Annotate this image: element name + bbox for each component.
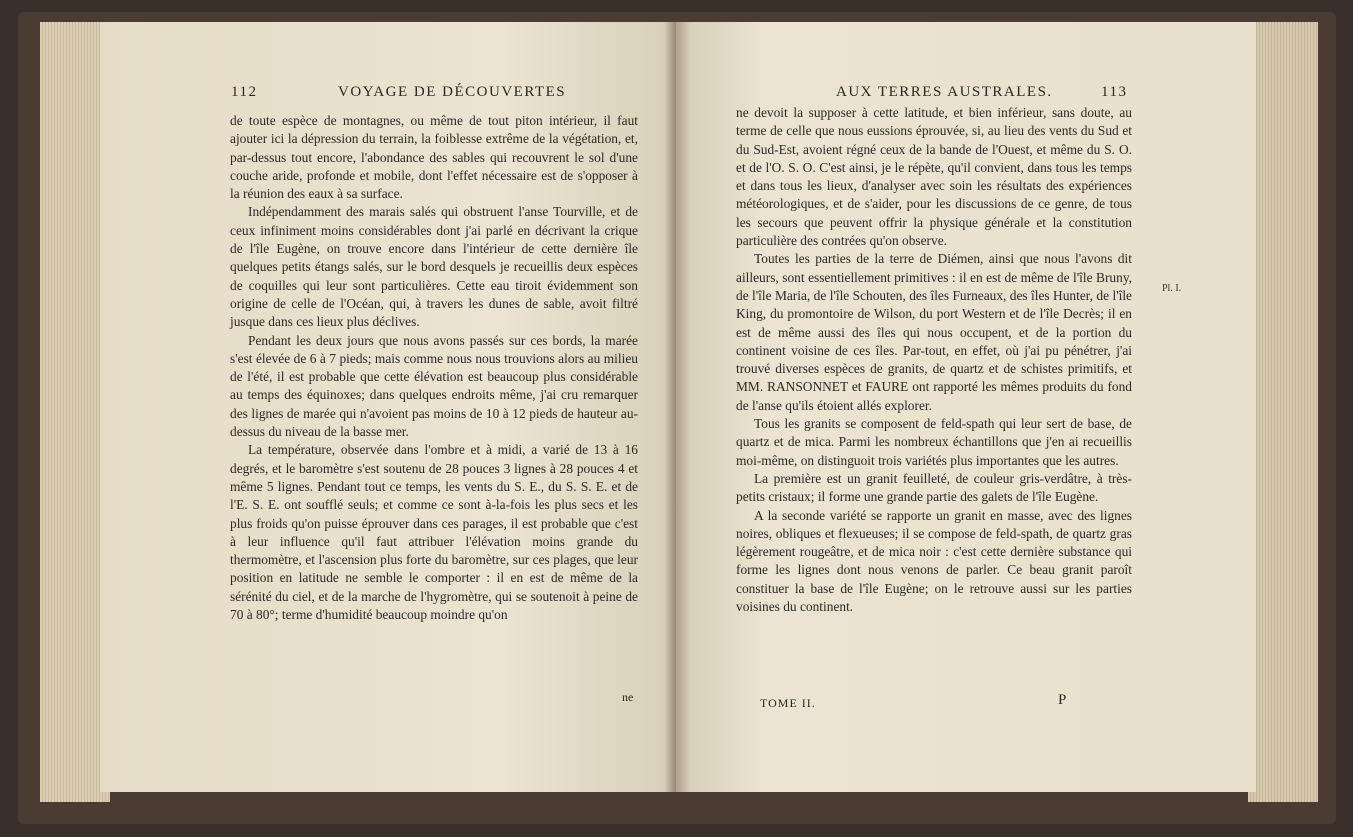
paragraph: de toute espèce de montagnes, ou même de tout piton intérieur, il faut ajouter ici la dépression du terrain, la foiblesse extrême de la végétation, et, par-dessus tout encore, l'abondance des sables qui recouvrent le sol d'une couche aride, profonde et mobile, dont l'effet nécessaire est de s'opposer à la réunion des eaux à sa surface. — [230, 113, 638, 202]
paragraph: Toutes les parties de la terre de Diémen, ainsi que nous l'avons dit ailleurs, sont essentiellement primitives : il en est de même de l'île Bruny, de l'île Maria, de l'île Schouten, des îles Furneaux, des îles Hunter, de l'île King, du promontoire de Wilson, du port Western et de l'île Decrès; il en est de même aussi des îles qui nous occupent, et de la portion du continent voisine de ces îles. Par-tout, en effet, où j'ai pu pénétrer, j'ai trouvé diverses espèces de granits, de quartz et de schistes primitifs, et MM. RANSONNET et FAURE ont rapporté les mêmes produits du fond de l'anse qu'ils étoient allés explorer. — [736, 251, 1132, 413]
paragraph: ne devoit la supposer à cette latitude, et bien inférieur, sans doute, au terme de celle que nous eussions éprouvée, si, au lieu des vents du Sud et du Sud-Est, avoient régné ceux de la bande de l'Ouest, et même du S. O. et de l'O. S. O. C'est ainsi, je le répète, qu'il convient, dans tous les temps et dans tous les lieux, d'analyser avec soin les résultats des expériences météorologiques, et de s'aider, pour les discussions de ce genre, de tous les secours que peuvent offrir la physique générale et la constitution particulière des contrées qu'on observe. — [736, 105, 1132, 249]
left-page-number: 112 — [231, 84, 258, 100]
signature-mark: P — [1058, 692, 1067, 708]
book-gutter-shadow — [664, 22, 690, 792]
tome-footer: TOME II. — [760, 696, 816, 710]
left-catchword: ne — [622, 690, 634, 704]
paragraph: La température, observée dans l'ombre et à midi, a varié de 13 à 16 degrés, et le baromètre s'est soutenu de 28 pouces 3 lignes à 28 pouces 4 et même 5 lignes. Pendant tout ce temps, les vents du S. E., du S. S. E. et de l'E. S. E. ont soufflé seuls; et comme ce sont à-la-fois les plus secs et les plus froids qu'on puisse éprouver dans ces parages, il est probable que c'est à leur influence qu'il faut attribuer l'élévation moins grande du thermomètre, et l'ascension plus forte du baromètre, sur ces plages, que leur position en latitude ne semble le comporter : il en est de même de la sérénité du ciel, et de la marche de l'hygromètre, qui se soutenoit à peine de 70 à 80°; terme d'humidité beaucoup moindre qu'on — [230, 442, 638, 623]
right-page-body — [736, 104, 1132, 616]
right-page-edges — [1248, 22, 1318, 802]
left-page-body — [230, 112, 638, 624]
paragraph: A la seconde variété se rapporte un granit en masse, avec des lignes noires, obliques et flexueuses; il se compose de feld-spath, de quartz gras légèrement rougeâtre, et de mica noir : c'est cette dernière substance qui forme les lignes dont nous venons de parler. Ce beau granit paroît constituer la base de l'île Eugène; on le retrouve aussi sur les parties voisines du continent. — [736, 507, 1132, 615]
paragraph: La première est un granit feuilleté, de couleur gris-verdâtre, à très-petits cristaux; il forme une grande partie des galets de l'île Eugène. — [736, 470, 1132, 505]
paragraph: Tous les granits se composent de feld-spath qui leur sert de base, de quartz et de mica. Parmi les nombreux échantillons que j'en ai recueillis moi-même, on distinguoit trois variétés plus importantes que les autres. — [736, 416, 1132, 468]
paragraph: Indépendamment des marais salés qui obstruent l'anse Tourville, et de ceux infiniment moins considérables dont j'ai parlé en décrivant la crique de l'île Eugène, on trouve encore dans l'intérieur de cette dernière île quelques petits étangs salés, sur le bord desquels je recueillis deux espèces de coquilles qui leur sont particulières. Cette eau tiroit évidemment son origine de celle de l'Océan, qui, à travers les dunes de sable, avoit filtré jusque dans ces lieux plus déclives. — [230, 204, 638, 330]
left-running-head: VOYAGE DE DÉCOUVERTES — [338, 84, 567, 100]
right-running-head: AUX TERRES AUSTRALES. — [836, 84, 1053, 100]
paragraph: Pendant les deux jours que nous avons passés sur ces bords, la marée s'est élevée de 6 à 7 pieds; mais comme nous nous trouvions alors au milieu de l'été, il est probable que cette élévation est beaucoup plus considérable au temps des équinoxes; dans quelques endroits même, j'ai cru remarquer des lignes de marée qui n'avoient pas moins de 10 à 12 pieds de hauteur au-dessus du niveau de la basse mer. — [230, 332, 638, 440]
right-page-number: 113 — [1101, 84, 1128, 100]
plate-margin-note: Pl. I. — [1162, 283, 1182, 294]
